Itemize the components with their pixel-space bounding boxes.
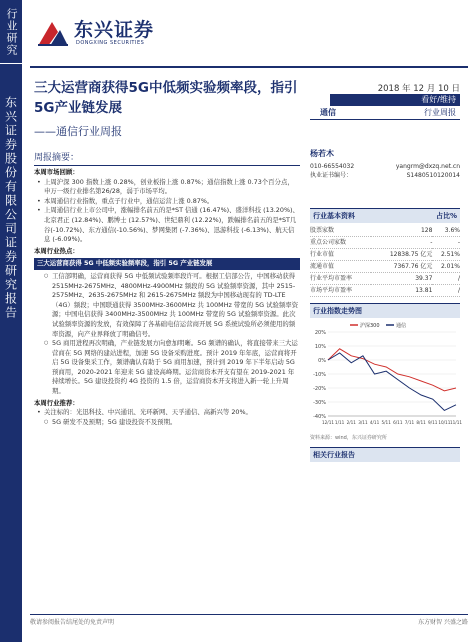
sidebar-report-type (0, 96, 22, 336)
y-tick-label: 10% (314, 344, 326, 350)
metric-pct: 3.6% (432, 225, 460, 237)
right-column (310, 148, 463, 462)
summary-subpoint: ○ 5G 商用进程再次明确，产业链发展方向愈加明晰。5G 频谱的确认，将直接带来三大运营商在 5G 网络的建站进程，加速 5G 设备采购进度。预计 2019 年年底，运营商将开启 5G 设备集采工作，频谱确认有助于 5G 商用加速，预计到 2019 年下半年启动 5G 预商用，2020-2021 年迎来 5G 建设高峰期。运营商资本开支有望在 2019-2021 年持续增长。5G 建设投资约 4G 投资的 1.5 倍，运营商资本开支将进入新一轮上升周期。 (34, 339, 300, 397)
metric-label: 市场平均市盈率 (310, 285, 371, 297)
x-tick-label: 11/11 (449, 420, 463, 425)
y-tick-label: -10% (313, 372, 326, 378)
analyst-phone: 010-66554032 (310, 163, 355, 170)
metric-value: 39.37 (371, 273, 433, 285)
analyst-email[interactable]: yangrm@dxzq.net.cn (395, 163, 460, 170)
report-date: 2018 年 12 月 10 日 (377, 84, 460, 94)
sidebar-section-label: 行业研究 (5, 7, 18, 56)
chart-heading: 行业指数走势图 (310, 303, 460, 318)
x-tick-label: 2/11 (346, 420, 356, 425)
table-row (310, 225, 460, 237)
cert-label: 执业证书编号： (310, 172, 353, 179)
metric-value: 12838.75 亿元 (371, 249, 433, 261)
x-tick-label: 8/11 (416, 420, 426, 425)
summary-bullet: • 上周沪深 300 指数上涨 0.28%，创业板指上涨 0.87%；通信指数上涨 0.73个百分点，申万一级行业排名第26/28，弱于市场平均。 (34, 178, 300, 197)
table-row (310, 273, 460, 285)
metric-value: 13.81 (371, 285, 433, 297)
logo-text-cn: 东兴证券 (74, 19, 155, 41)
legend-label: 通信 (396, 323, 407, 329)
summary-bullet: • 关注标的：光迅科技、中兴通讯、光环新网、天孚通信、高新兴等 20%。 (34, 408, 300, 418)
index-trend-chart (310, 320, 463, 430)
metric-value: - (371, 237, 433, 249)
analyst-contact (310, 162, 460, 171)
y-tick-label: -20% (313, 386, 326, 392)
industry-tag: 通信 (310, 106, 398, 120)
metric-value: 7367.76 亿元 (371, 261, 433, 273)
cert-number: S1480510120014 (406, 172, 460, 179)
table-row (310, 285, 460, 297)
y-tick-label: -30% (313, 400, 326, 406)
x-tick-label: 3/11 (358, 420, 368, 425)
table-row (310, 249, 460, 261)
report-tags (310, 106, 460, 120)
sidebar-report-type-label: 东兴证券股份有限公司证券研究报告 (3, 96, 18, 320)
metric-label: 行业市值 (310, 249, 371, 261)
x-tick-label: 5/11 (381, 420, 391, 425)
metric-pct: / (432, 285, 460, 297)
footer-slogan: 东方财智 兴盛之路 (418, 619, 468, 626)
x-tick-label: 10/11 (438, 420, 451, 425)
section-title: 本周行业推荐： (34, 398, 79, 407)
summary-subpoint: ○ 工信部明确，运营商获得 5G 中低频试验频率段许可。根据工信部公告，中国移动获得 2515MHz-2675MHz、4800MHz-4900MHz 频段的 5G 试验频率资源，其中 2515-2575MHz、2635-2675MHz 和 2615-2675MHz 频段为中国移动现有的 TD-LTE（4G）频段；中国联通获得 3500MHz-3600MHz 共 100MHz 带宽的 5G 试验频率资源；中国电信获得 3400MHz-3500MHz 共 100MHz 带宽的 5G 试验频率资源。此次试验频率资源的发放，有效保障了各基础电信运营商开展 5G 系统试验所必须使用的频率资源，向产业界释放了明确信号。 (34, 272, 300, 339)
chart-source: 资料来源：wind，东兴证券研究所 (310, 435, 387, 441)
report-subtitle: ——通信行业周报 (34, 125, 122, 138)
analyst-cert (310, 171, 460, 180)
metrics-table (310, 225, 460, 297)
company-logo (36, 18, 154, 48)
summary-bullet: • 上周通信行业上市公司中，涨幅排名前五的是*ST 信通 (16.47%)、盛洋科技 (13.20%)、北京君正 (12.84%)、鹏博士 (12.57%)、世纪鼎利 (12.22%)，跌幅排名前五的是*ST几谷(-10.72%)、东方通信(-10.56%)、梦网集团 (-7.36%)、迅游科技 (-6.13%)、航天信息 (-6.09%)。 (34, 206, 300, 244)
series-line (328, 349, 456, 391)
table-row (310, 261, 460, 273)
metric-value: 128 (371, 225, 433, 237)
x-tick-label: 12/11 (321, 420, 335, 425)
page-footer (30, 614, 468, 626)
metric-label: 行业平均市盈率 (310, 273, 371, 285)
summary-heading: 周报摘要： (34, 150, 300, 166)
disclaimer-note: 敬请参阅报告结尾处的免责声明 (30, 619, 115, 626)
left-sidebar (0, 0, 22, 642)
table-row (310, 237, 460, 249)
summary-body (34, 166, 300, 427)
report-kind-tag: 行业周报 (398, 106, 460, 120)
highlight-banner: 三大运营商获得 5G 中低频实验频率段，指引 5G 产业链发展 (34, 258, 300, 270)
y-tick-label: -40% (313, 414, 326, 420)
metric-pct: / (432, 273, 460, 285)
metrics-title: 行业基本资料 (313, 212, 355, 220)
summary-subpoint: ○ 5G 研发不及预期；5G 建设投资不及预期。 (34, 418, 300, 428)
summary-bullet: • 本周通信行业指数，重点子行业中，通信运营上涨 0.87%。 (34, 197, 300, 207)
x-tick-label: 1/11 (334, 420, 345, 425)
y-tick-label: 20% (314, 330, 326, 336)
rating-badge: 看好/维持 (330, 94, 460, 106)
metric-label: 流通市值 (310, 261, 371, 273)
related-reports-heading: 相关行业报告 (310, 447, 460, 462)
y-tick-label: 0% (318, 358, 326, 364)
metrics-col: 占比% (435, 212, 457, 220)
legend-label: 沪深300 (360, 323, 380, 329)
sidebar-section (0, 0, 22, 64)
metric-pct: - (432, 237, 460, 249)
x-tick-label: 4/11 (369, 420, 380, 425)
metric-label: 重点公司家数 (310, 237, 371, 249)
section-title: 本周行业热点： (34, 246, 79, 255)
header-rule (30, 66, 468, 68)
metric-pct: 2.51% (432, 249, 460, 261)
metrics-heading (310, 208, 460, 223)
report-title: 三大运营商获得5G中低频实验频率段，指引5G产业链发展 (34, 80, 298, 116)
logo-text-en: DONGXING SECURITIES (76, 40, 145, 46)
analyst-name: 杨若木 (310, 149, 334, 158)
metric-label: 股票家数 (310, 225, 371, 237)
x-tick-label: 9/11 (428, 420, 438, 425)
x-tick-label: 6/11 (393, 420, 403, 425)
logo-mark-icon (36, 18, 70, 48)
section-title: 本周市场回顾： (34, 168, 79, 176)
metric-pct: 2.01% (432, 261, 460, 273)
x-tick-label: 7/11 (404, 420, 415, 425)
